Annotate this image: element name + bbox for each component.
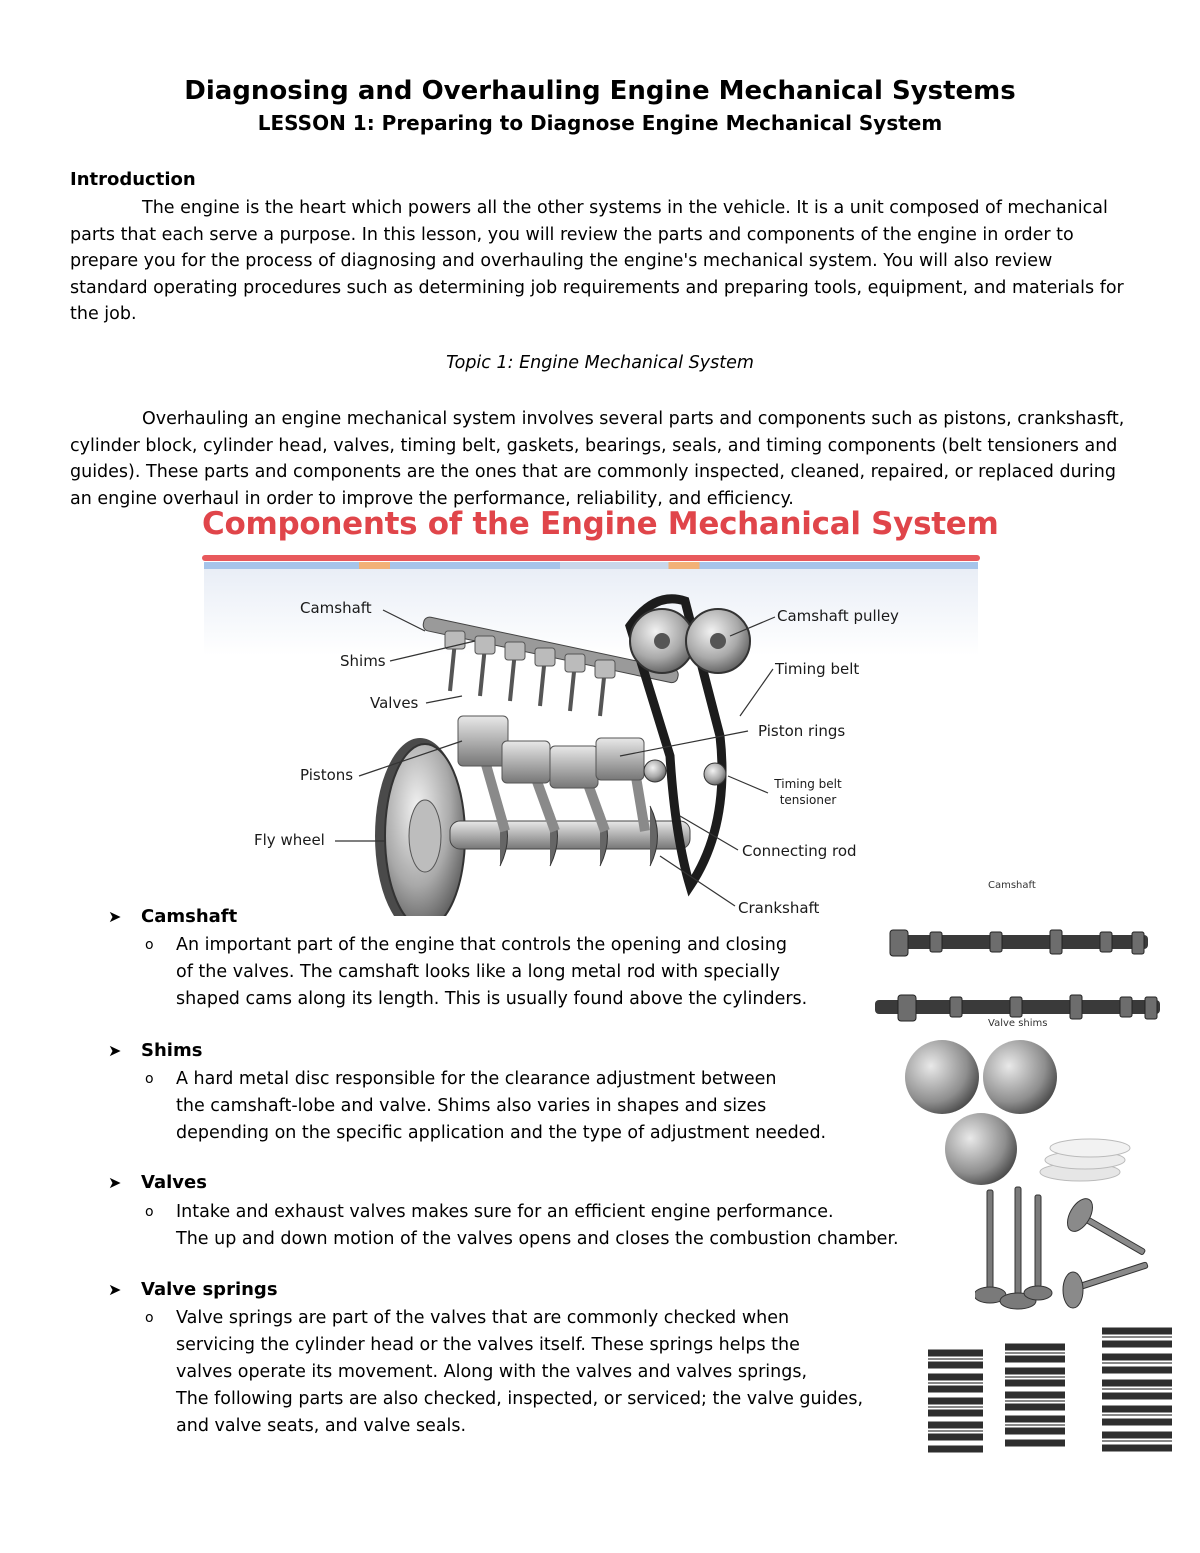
text-line: Valve springs are part of the valves that are commonly checked when (176, 1308, 790, 1328)
camshaft-photo-top (890, 930, 1148, 956)
item-heading-valve-springs (108, 1279, 278, 1300)
text-line: The up and down motion of the valves opens and closes the combustion chamber. (176, 1229, 899, 1249)
item-heading-text: Valves (141, 1172, 207, 1193)
label-crankshaft: Crankshaft (738, 899, 820, 917)
circle-bullet-icon: o (145, 937, 154, 953)
text-line: valves operate its movement. Along with the valves and valves springs, (176, 1362, 808, 1382)
topic-title: Topic 1: Engine Mechanical System (446, 353, 754, 373)
item-heading-text: Valve springs (141, 1279, 278, 1300)
camshaft-image-caption: Camshaft (988, 880, 1036, 891)
topic-text: Overhauling an engine mechanical system involves several parts and components such as pistons, crankshasft, cylinder block, cylinder head, valves, timing belt, gaskets, bearings, seals, and timing components (belt tensioners and guides). These parts and components are the ones that are commonly inspected, cleaned, repaired, or replaced during an engine overhaul in order to improve the performance, reliability, and efficiency. (70, 409, 1125, 509)
circle-bullet-icon: o (145, 1204, 154, 1220)
label-tensioner-line1: Timing belt (774, 777, 842, 791)
item-heading-text: Camshaft (141, 906, 238, 927)
circle-bullet-icon: o (145, 1071, 154, 1087)
introduction-text: The engine is the heart which powers all the other systems in the vehicle. It is a unit composed of mechanical parts that each serve a purpose. In this lesson, you will review the parts and components of the engine in order to prepare you for the process of diagnosing and overhauling the engine's mechanical system. You will also review standard operating procedures such as determining job requirements and preparing tools, equipment, and materials for the job. (70, 198, 1124, 324)
label-pistons: Pistons (300, 766, 354, 784)
text-line: shaped cams along its length. This is usually found above the cylinders. (176, 989, 808, 1009)
text-line: servicing the cylinder head or the valves itself. These springs helps the (176, 1335, 800, 1355)
document-title: Diagnosing and Overhauling Engine Mechanical Systems (184, 76, 1016, 106)
arrow-bullet-icon: ➤ (108, 1041, 122, 1060)
arrow-bullet-icon: ➤ (108, 1280, 122, 1299)
crankshaft-graphic (450, 806, 690, 866)
item-heading-valves (108, 1172, 207, 1193)
text-line: The following parts are also checked, inspected, or serviced; the valve guides, (176, 1389, 864, 1409)
text-line: depending on the specific application and the type of adjustment needed. (176, 1123, 827, 1143)
arrow-bullet-icon: ➤ (108, 1173, 122, 1192)
introduction-heading: Introduction (70, 169, 196, 190)
text-line: and valve seats, and valve seals. (176, 1416, 467, 1436)
valves-photo (975, 1185, 1165, 1315)
arrow-bullet-icon: ➤ (108, 907, 122, 926)
text-line: A hard metal disc responsible for the clearance adjustment between (176, 1069, 777, 1089)
item-heading-text: Shims (141, 1040, 203, 1061)
label-timing-belt: Timing belt (775, 660, 860, 678)
circle-bullet-icon: o (145, 1310, 154, 1326)
label-tensioner-line2: tensioner (779, 793, 837, 807)
label-piston-rings: Piston rings (758, 722, 846, 740)
label-valves: Valves (370, 694, 419, 712)
valve-springs-photo (920, 1325, 1180, 1465)
text-line: the camshaft-lobe and valve. Shims also varies in shapes and sizes (176, 1096, 767, 1116)
topic-paragraph (70, 406, 1135, 512)
label-connecting-rod: Connecting rod (742, 842, 857, 860)
text-line: Intake and exhaust valves makes sure for an efficient engine performance. (176, 1202, 834, 1222)
label-fly-wheel: Fly wheel (254, 831, 325, 849)
valve-shims-photo (900, 1032, 1140, 1187)
label-shims: Shims (340, 652, 386, 670)
diagram-title: Components of the Engine Mechanical System (202, 506, 999, 542)
pistons-graphic (458, 716, 645, 831)
item-heading-camshaft (108, 906, 237, 927)
label-camshaft-pulley: Camshaft pulley (777, 607, 899, 625)
introduction-paragraph (70, 195, 1135, 328)
shims-image-caption: Valve shims (988, 1018, 1048, 1029)
label-timing-belt-tensioner (768, 776, 848, 808)
label-camshaft: Camshaft (300, 599, 372, 617)
text-line: of the valves. The camshaft looks like a long metal rod with specially (176, 962, 780, 982)
lesson-subtitle: LESSON 1: Preparing to Diagnose Engine Mechanical System (257, 111, 943, 135)
engine-components-diagram (200, 506, 999, 917)
camshaft-photo (870, 920, 1170, 1025)
item-heading-shims (108, 1040, 202, 1061)
engine-illustration (200, 506, 982, 916)
text-line: An important part of the engine that controls the opening and closing (176, 935, 787, 955)
